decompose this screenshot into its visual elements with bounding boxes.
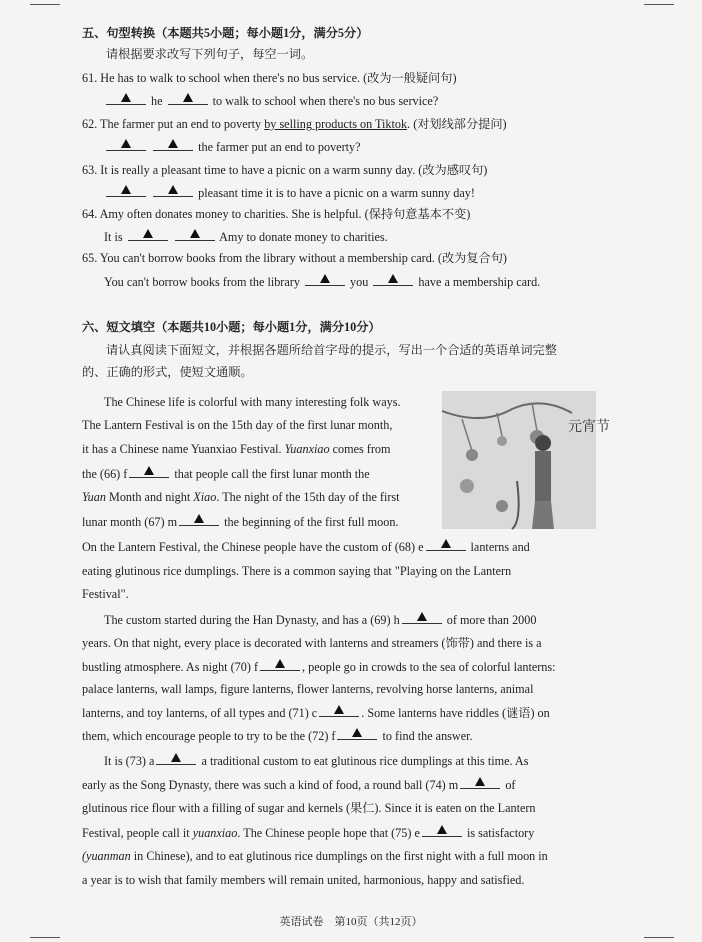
triangle-icon bbox=[121, 139, 131, 148]
q64-answer-line: It is Amy to donate money to charities. bbox=[104, 230, 388, 244]
passage-line: a year is to wish that family members will remain united, harmonious, happy and satisfied. bbox=[82, 873, 525, 887]
q61-question: 61. He has to walk to school when there's no bus service. (改为一般疑问句) bbox=[82, 71, 457, 85]
answer-blank[interactable] bbox=[175, 228, 215, 241]
q63-question: 63. It is really a pleasant time to have a picnic on a warm sunny day. (改为感叹句) bbox=[82, 163, 488, 177]
answer-blank[interactable] bbox=[426, 538, 466, 551]
triangle-icon bbox=[144, 466, 154, 475]
q62-question: 62. The farmer put an end to poverty by selling products on Tiktok. (对划线部分提问) bbox=[82, 117, 507, 131]
triangle-icon bbox=[388, 274, 398, 283]
answer-blank[interactable] bbox=[319, 704, 359, 717]
answer-blank[interactable] bbox=[260, 658, 300, 671]
triangle-icon bbox=[352, 728, 362, 737]
triangle-icon bbox=[190, 229, 200, 238]
triangle-icon bbox=[437, 825, 447, 834]
passage-line: The Chinese life is colorful with many interesting folk ways. bbox=[104, 395, 401, 409]
section5-title: 五、句型转换（本题共5小题；每小题1分，满分5分） bbox=[82, 26, 369, 40]
answer-blank[interactable] bbox=[128, 228, 168, 241]
passage-line: glutinous rice flour with a filling of sugar and kernels (果仁). Since it is eaten on the Lantern bbox=[82, 801, 536, 815]
answer-blank[interactable] bbox=[337, 727, 377, 740]
answer-blank[interactable] bbox=[106, 92, 146, 105]
illustration-caption: 元宵节 bbox=[568, 419, 610, 435]
passage-line: Festival, people call it yuanxiao. The Chinese people hope that (75) e is satisfactory bbox=[82, 826, 535, 840]
answer-blank[interactable] bbox=[373, 273, 413, 286]
section5-instruction: 请根据要求改写下列句子，每空一词。 bbox=[106, 47, 314, 61]
passage-line: it has a Chinese name Yuanxiao Festival. Yuanxiao comes from bbox=[82, 442, 391, 456]
lantern-festival-illustration bbox=[442, 391, 610, 529]
passage-line: The custom started during the Han Dynasty, and has a (69) h of more than 2000 bbox=[104, 613, 537, 627]
passage-line: the (66) f that people call the first lunar month the bbox=[82, 467, 370, 481]
passage-line: On the Lantern Festival, the Chinese people have the custom of (68) e lanterns and bbox=[82, 540, 530, 554]
triangle-icon bbox=[441, 539, 451, 548]
answer-blank[interactable] bbox=[106, 184, 146, 197]
page-footer: 英语试卷 第10页（共12页） bbox=[279, 916, 423, 928]
answer-blank[interactable] bbox=[305, 273, 345, 286]
triangle-icon bbox=[475, 777, 485, 786]
answer-blank[interactable] bbox=[153, 138, 193, 151]
triangle-icon bbox=[168, 139, 178, 148]
answer-blank[interactable] bbox=[422, 824, 462, 837]
passage-line: early as the Song Dynasty, there was such a kind of food, a round ball (74) m of bbox=[82, 778, 516, 792]
passage-line: It is (73) a a traditional custom to eat glutinous rice dumplings at this time. As bbox=[104, 754, 529, 768]
q63-answer-line: pleasant time it is to have a picnic on a warm sunny day! bbox=[104, 184, 475, 201]
answer-blank[interactable] bbox=[153, 184, 193, 197]
q62-answer-line: the farmer put an end to poverty? bbox=[104, 138, 361, 155]
passage-line: eating glutinous rice dumplings. There is a common saying that "Playing on the Lantern bbox=[82, 564, 512, 578]
answer-blank[interactable] bbox=[129, 465, 169, 478]
triangle-icon bbox=[171, 753, 181, 762]
passage-line: bustling atmosphere. As night (70) f , people go in crowds to the sea of colorful lanterns: bbox=[82, 660, 556, 674]
section6-instruction-2: 的、正确的形式，使短文通顺。 bbox=[82, 365, 253, 379]
q65-question: 65. You can't borrow books from the library without a membership card. (改为复合句) bbox=[82, 251, 507, 265]
q61-answer-line: he to walk to school when there's no bus service? bbox=[104, 92, 438, 109]
answer-blank[interactable] bbox=[402, 611, 442, 624]
crop-mark bbox=[30, 937, 60, 938]
passage-line: them, which encourage people to try to be the (72) f to find the answer. bbox=[82, 729, 473, 743]
answer-blank[interactable] bbox=[168, 92, 208, 105]
passage-line: (yuanman in Chinese), and to eat glutinous rice dumplings on the first night with a full moon in bbox=[82, 849, 548, 863]
passage-line: lunar month (67) m the beginning of the first full moon. bbox=[82, 515, 399, 529]
triangle-icon bbox=[168, 185, 178, 194]
crop-mark bbox=[30, 4, 60, 5]
passage-line: lanterns, and toy lanterns, of all types and (71) c . Some lanterns have riddles (谜语) on bbox=[82, 706, 550, 720]
triangle-icon bbox=[320, 274, 330, 283]
answer-blank[interactable] bbox=[106, 138, 146, 151]
q65-answer-line: You can't borrow books from the library you have a membership card. bbox=[104, 275, 541, 289]
passage-line: Yuan Month and night Xiao. The night of the 15th day of the first bbox=[82, 490, 400, 504]
triangle-icon bbox=[121, 185, 131, 194]
crop-mark bbox=[644, 937, 674, 938]
triangle-icon bbox=[275, 659, 285, 668]
answer-blank[interactable] bbox=[179, 513, 219, 526]
answer-blank[interactable] bbox=[460, 776, 500, 789]
crop-mark bbox=[644, 4, 674, 5]
triangle-icon bbox=[121, 93, 131, 102]
triangle-icon bbox=[183, 93, 193, 102]
triangle-icon bbox=[143, 229, 153, 238]
triangle-icon bbox=[417, 612, 427, 621]
q64-question: 64. Amy often donates money to charities. She is helpful. (保持句意基本不变) bbox=[82, 207, 471, 221]
passage-line: The Lantern Festival is on the 15th day of the first lunar month, bbox=[82, 418, 393, 432]
section6-title: 六、短文填空（本题共10小题；每小题1分，满分10分） bbox=[82, 320, 381, 334]
passage-line: Festival". bbox=[82, 587, 129, 601]
triangle-icon bbox=[334, 705, 344, 714]
answer-blank[interactable] bbox=[156, 752, 196, 765]
passage-line: palace lanterns, wall lamps, figure lanterns, flower lanterns, revolving horse lanterns, animal bbox=[82, 682, 534, 696]
section6-instruction-1: 请认真阅读下面短文，并根据各题所给首字母的提示，写出一个合适的英语单词完整 bbox=[106, 343, 557, 357]
passage-line: years. On that night, every place is decorated with lanterns and streamers (饰带) and there is a bbox=[82, 636, 542, 650]
triangle-icon bbox=[194, 514, 204, 523]
